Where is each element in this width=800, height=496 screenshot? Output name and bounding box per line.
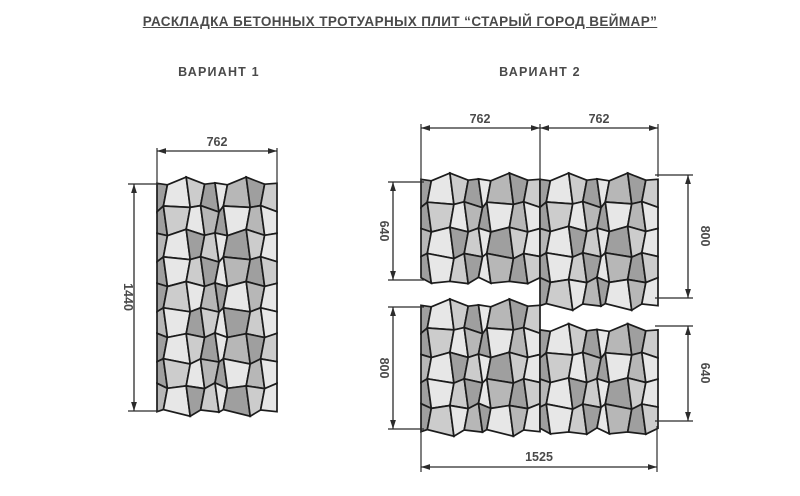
variant2-bottom-left-panel [421, 299, 540, 436]
variant2-top-left-panel [421, 173, 540, 284]
variant1-panel [157, 177, 277, 416]
page-title: РАСКЛАДКА БЕТОННЫХ ТРОТУАРНЫХ ПЛИТ “СТАРЫЙ ГОРОД ВЕЙМАР” [142, 14, 658, 29]
dim-label-v2-top-width-right: 762 [588, 112, 610, 126]
variant2-label: ВАРИАНТ 2 [499, 65, 581, 79]
dim-label-v2-top-left-height: 640 [377, 220, 391, 242]
variant2-top-right-panel [540, 173, 658, 310]
dim-label-v1-height: 1440 [121, 283, 135, 311]
dim-label-v2-top-width-left: 762 [469, 112, 491, 126]
dim-label-v2-bottom-left-height: 800 [377, 357, 391, 379]
dim-label-v1-width: 762 [206, 135, 228, 149]
dim-label-v2-top-right-height: 800 [698, 225, 712, 247]
dim-label-v2-total-width: 1525 [525, 450, 553, 464]
variant2-bottom-right-panel [540, 324, 658, 435]
variant1-label: ВАРИАНТ 1 [178, 65, 260, 79]
dim-label-v2-bottom-right-height: 640 [698, 362, 712, 384]
